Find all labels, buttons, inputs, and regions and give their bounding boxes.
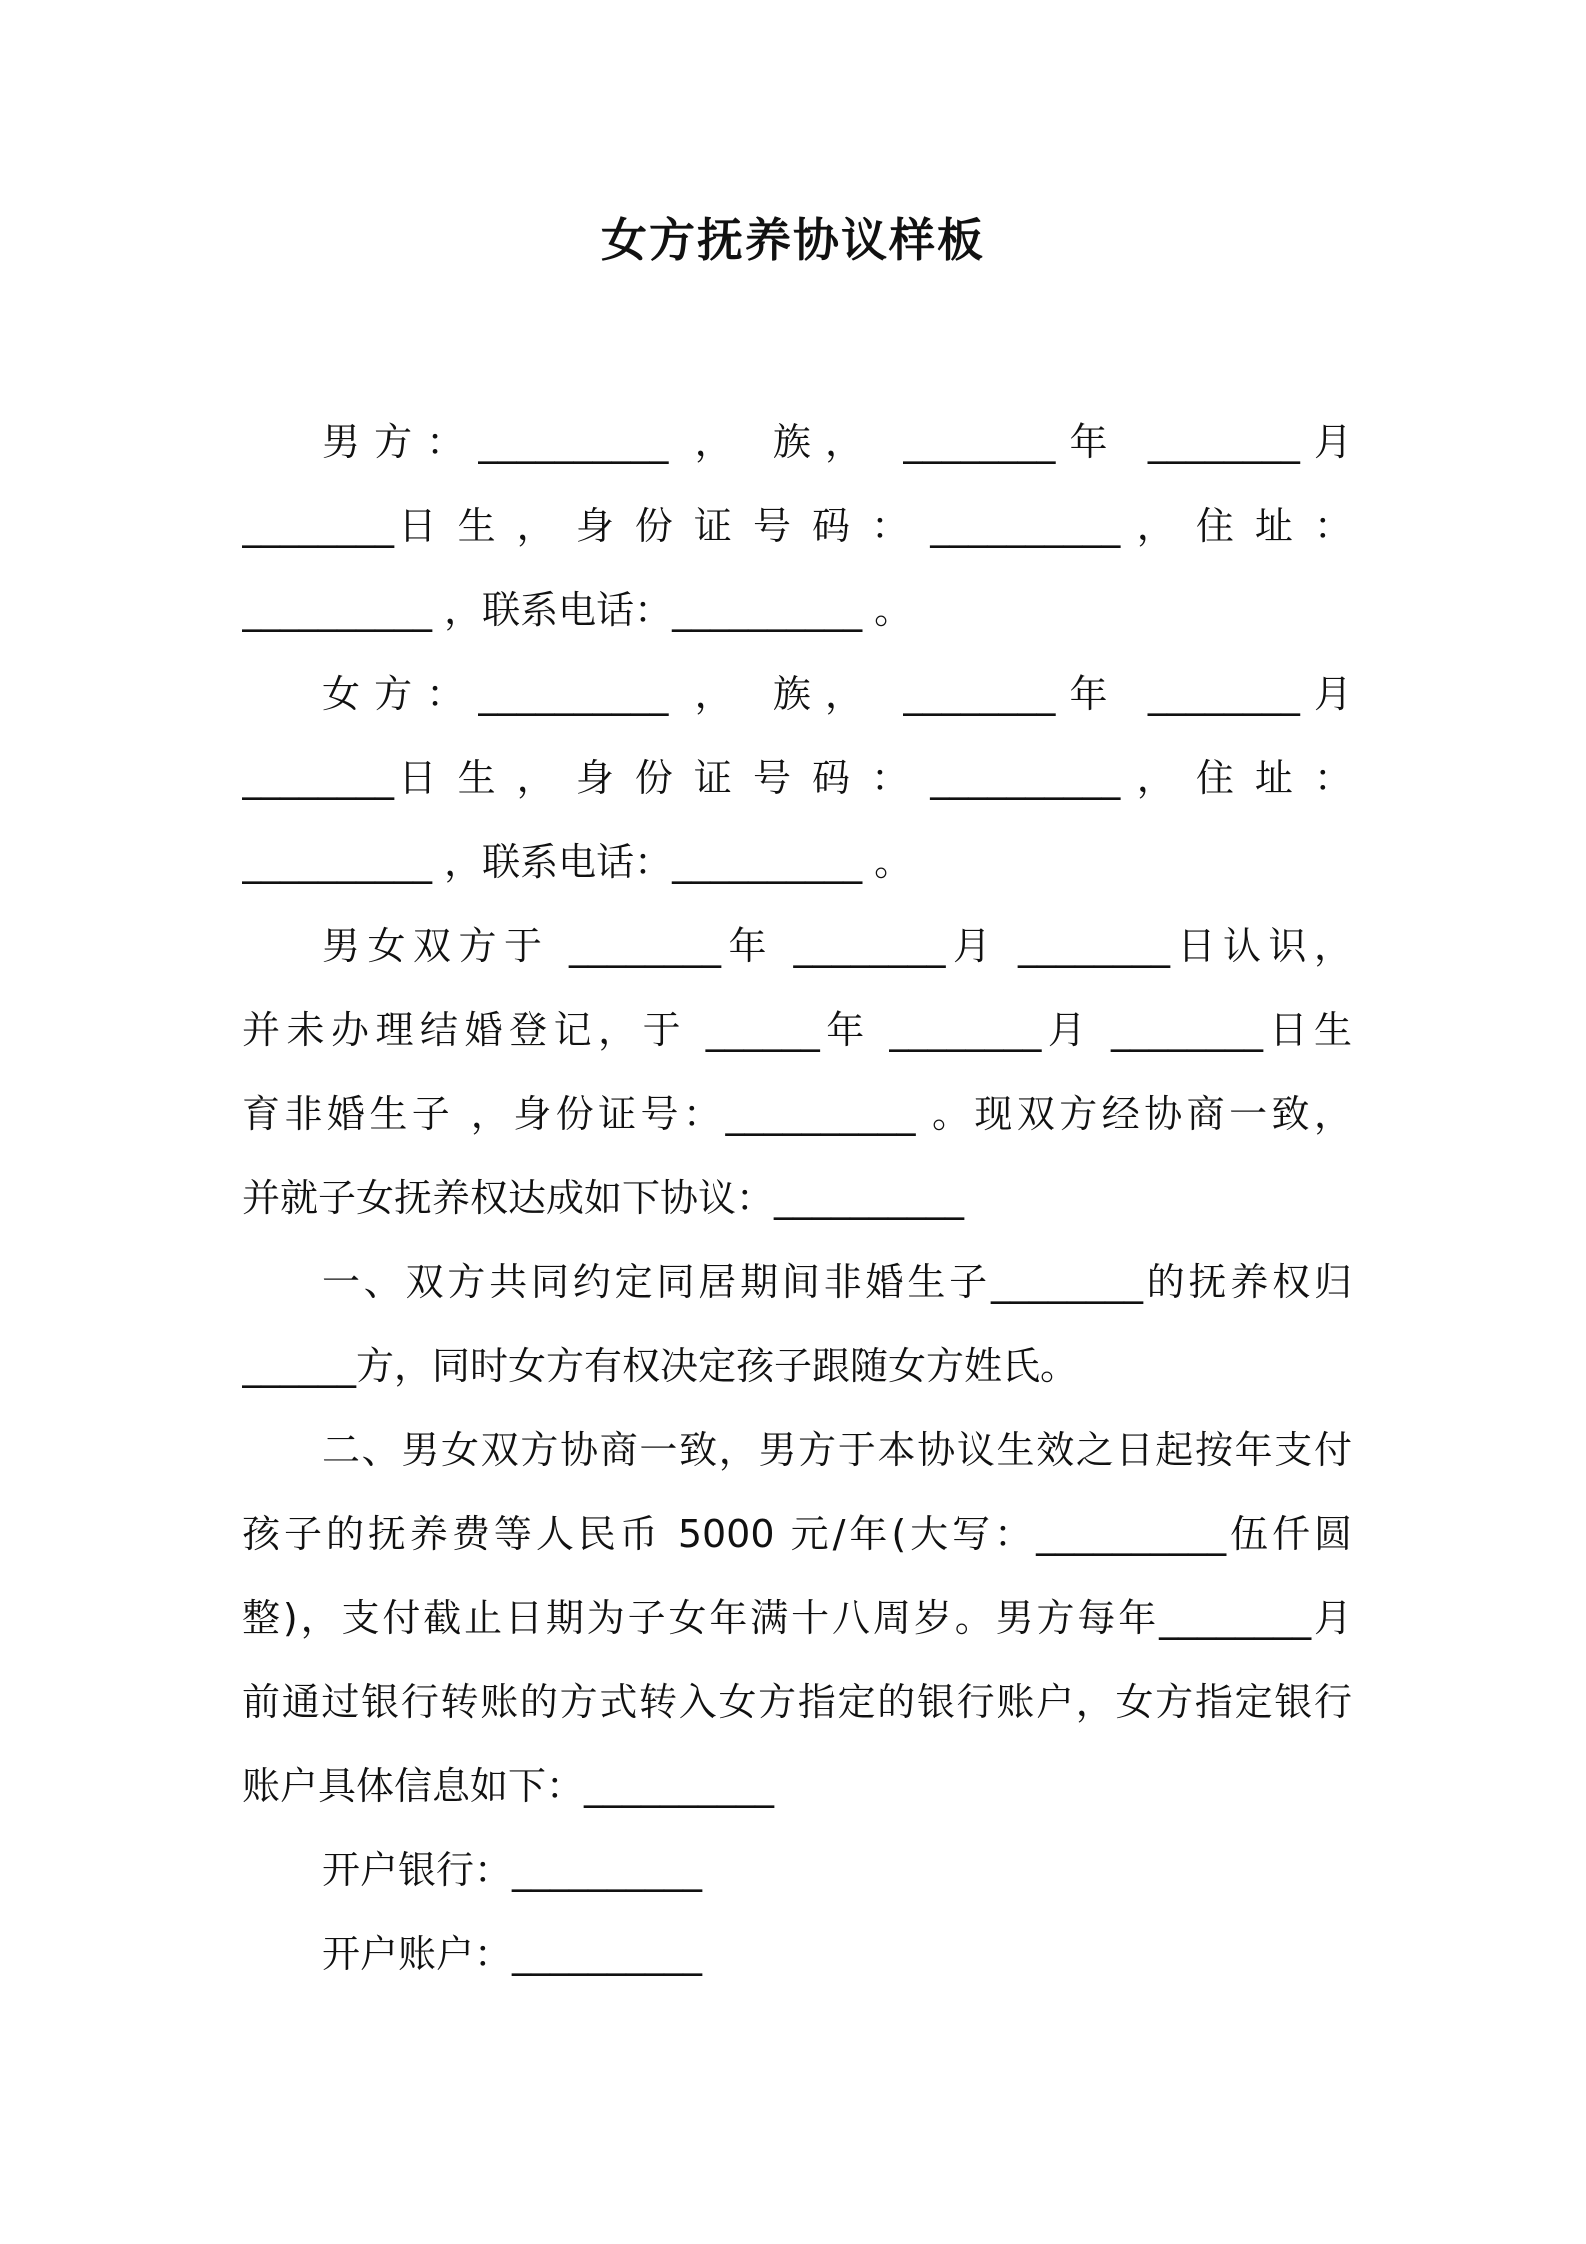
text-line: 开户账户：__________ — [322, 1932, 703, 1976]
document-title: 女方抚养协议样板 — [601, 213, 985, 267]
text-line: 男女双方于 ________年 ________月 ________日认识， — [322, 924, 1352, 968]
text-line: 并就子女抚养权达成如下协议：__________ — [242, 1176, 965, 1220]
text-line: 前通过银行转账的方式转入女方指定的银行账户，女方指定银行 — [242, 1680, 1352, 1724]
text-line: ________日 生 ， 身 份 证 号 码 ： __________ ， 住 址 ： — [242, 756, 1352, 800]
text-line: 孩子的抚养费等人民币 5000 元/年(大写：__________伍仟圆 — [242, 1512, 1352, 1556]
text-line: __________ ，联系电话：__________ 。 — [242, 588, 913, 632]
text-line: 账户具体信息如下：__________ — [242, 1764, 775, 1808]
text-line: 女方：__________ ， 族， ________年 ________月 — [322, 672, 1352, 716]
text-line: 一、双方共同约定同居期间非婚生子________的抚养权归 — [322, 1260, 1352, 1304]
text-line: ________日 生 ， 身 份 证 号 码 ： __________ ， 住 址 ： — [242, 504, 1352, 548]
text-line: 二、男女双方协商一致，男方于本协议生效之日起按年支付 — [322, 1428, 1352, 1472]
text-line: 男方：__________ ， 族， ________年 ________月 — [322, 420, 1352, 464]
text-line: 育非婚生子 ，身份证号：__________ 。现双方经协商一致， — [242, 1092, 1352, 1136]
text-line: __________ ，联系电话：__________ 。 — [242, 840, 913, 884]
text-line: 开户银行：__________ — [322, 1848, 703, 1892]
document-body — [242, 400, 1352, 1996]
text-line: ______方，同时女方有权决定孩子跟随女方姓氏。 — [242, 1344, 1079, 1388]
text-line: 并未办理结婚登记，于 ______年 ________月 ________日生 — [242, 1008, 1352, 1052]
text-line: 整)，支付截止日期为子女年满十八周岁。男方每年________月 — [242, 1596, 1352, 1640]
